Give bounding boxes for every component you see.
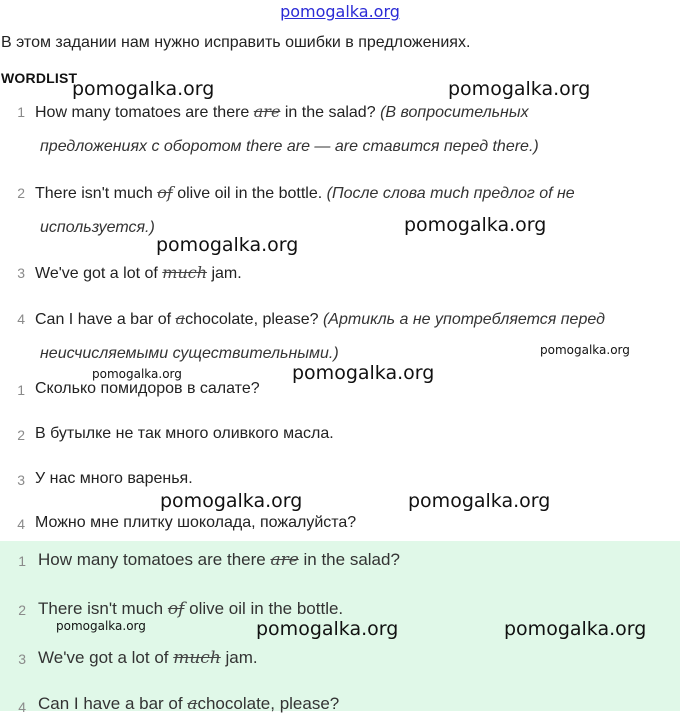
sentence-text: How many tomatoes are there	[35, 104, 254, 121]
watermark: pomogalka.org	[504, 618, 647, 640]
item-number: 1	[17, 104, 25, 120]
item-number: 3	[17, 265, 25, 281]
explanation-note: (В вопросительных	[380, 104, 529, 121]
watermark: pomogalka.org	[256, 618, 399, 640]
translation-2: В бутылке не так много оливкого масла.	[35, 425, 334, 442]
struck-word: much	[162, 263, 208, 282]
watermark: pomogalka.org	[72, 78, 215, 100]
item-number: 2	[17, 427, 25, 443]
sentence-text: olive oil in the bottle.	[172, 185, 323, 202]
sentence-text: chocolate, please?	[197, 694, 340, 713]
watermark: pomogalka.org	[404, 214, 547, 236]
struck-word: of	[167, 599, 185, 619]
item-number: 1	[18, 553, 26, 569]
watermark: pomogalka.org	[540, 343, 630, 357]
explanation-note: используется.)	[40, 219, 155, 236]
sentence-text: jam.	[220, 648, 258, 667]
explanation-note: неисчисляемыми существительными.)	[40, 345, 339, 362]
sentence-text: olive oil in the bottle.	[184, 599, 344, 618]
correction-sentence-2	[35, 183, 575, 203]
sentence-text: We've got a lot of	[38, 648, 174, 667]
item-number: 4	[17, 516, 25, 532]
sentence-text: in the salad?	[280, 104, 376, 121]
sentence-text: chocolate, please?	[185, 311, 319, 328]
struck-word: are	[270, 550, 299, 570]
sentence-text: in the salad?	[298, 550, 400, 569]
struck-word: much	[173, 648, 221, 668]
correction-sentence-1	[35, 102, 529, 122]
correction-sentence-4	[35, 309, 605, 329]
correction-sentence-3	[35, 263, 242, 283]
watermark: pomogalka.org	[92, 367, 182, 381]
sentence-text: How many tomatoes are there	[38, 550, 271, 569]
explanation-note: предложениях с оборотом there are — are ставится перед there.)	[40, 138, 539, 155]
struck-word: are	[253, 102, 281, 121]
struck-word: a	[187, 694, 198, 714]
watermark: pomogalka.org	[292, 362, 435, 384]
item-number: 2	[17, 185, 25, 201]
explanation-note: (После слова much предлог of не	[326, 185, 575, 202]
translation-4: Можно мне плитку шоколада, пожалуйста?	[35, 514, 357, 531]
translation-3: У нас много варенья.	[35, 470, 193, 487]
watermark: pomogalka.org	[156, 234, 299, 256]
sentence-text: Can I have a bar of	[35, 311, 176, 328]
explanation-note: (Артикль a не употребляется перед	[322, 311, 605, 328]
answer-sentence-1	[38, 550, 400, 570]
translation-1: Сколько помидоров в салате?	[35, 380, 260, 397]
watermark: pomogalka.org	[448, 78, 591, 100]
sentence-text: There isn't much	[38, 599, 168, 618]
answer-sentence-3	[38, 648, 258, 668]
sentence-text: Can I have a bar of	[38, 694, 188, 713]
sentence-text: There isn't much	[35, 185, 158, 202]
intro-text: В этом задании нам нужно исправить ошибки в предложениях.	[1, 34, 471, 51]
struck-word: of	[157, 183, 173, 202]
item-number: 2	[18, 602, 26, 618]
sentence-text: jam.	[207, 265, 242, 282]
sentence-text: We've got a lot of	[35, 265, 163, 282]
struck-word: a	[175, 309, 186, 328]
item-number: 3	[17, 472, 25, 488]
answer-sentence-4	[38, 694, 339, 714]
watermark: pomogalka.org	[56, 619, 146, 633]
answer-sentence-2	[38, 599, 343, 619]
item-number: 1	[17, 382, 25, 398]
wordlist-label: WORDLIST	[1, 70, 78, 86]
watermark: pomogalka.org	[160, 490, 303, 512]
watermark: pomogalka.org	[408, 490, 551, 512]
item-number: 4	[17, 311, 25, 327]
site-link[interactable]: pomogalka.org	[280, 2, 400, 21]
item-number: 3	[18, 651, 26, 667]
item-number: 4	[18, 699, 26, 715]
